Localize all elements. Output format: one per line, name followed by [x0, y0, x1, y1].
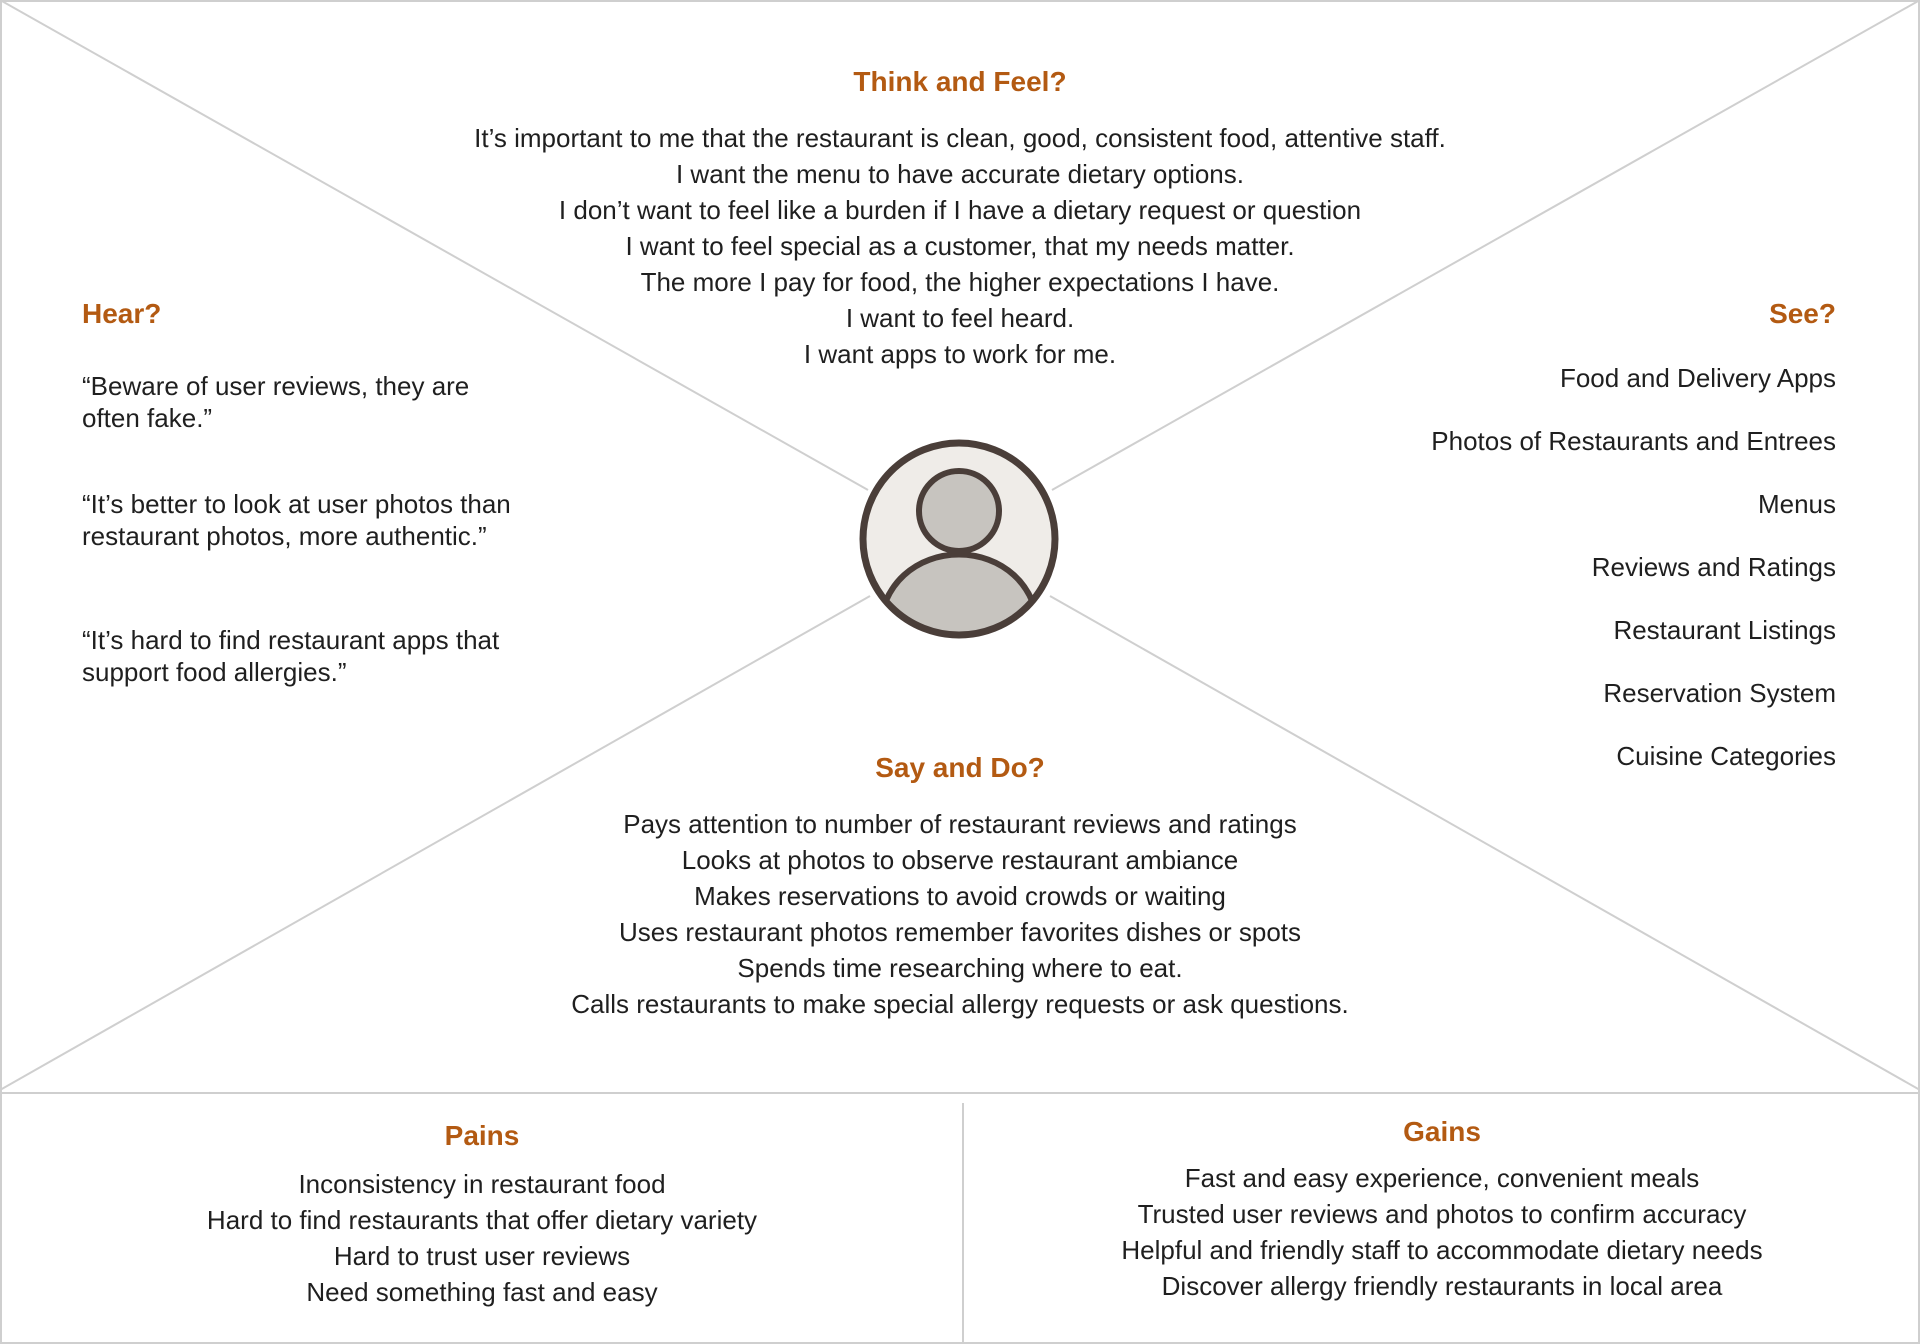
- gains-heading: Gains: [1403, 1116, 1481, 1147]
- gains-line: Trusted user reviews and photos to confirm accuracy: [1137, 1199, 1747, 1229]
- see-item: Photos of Restaurants and Entrees: [1431, 426, 1836, 456]
- think-line: The more I pay for food, the higher expectations I have.: [640, 267, 1280, 297]
- think-line: I want apps to work for me.: [803, 339, 1117, 369]
- hear-quote: “Beware of user reviews, they are often fake.”: [82, 371, 470, 433]
- say-line: Uses restaurant photos remember favorites dishes or spots: [618, 917, 1302, 947]
- say-line: Pays attention to number of restaurant reviews and ratings: [623, 809, 1297, 839]
- gains-line: Fast and easy experience, convenient meals: [1184, 1163, 1700, 1193]
- think-line: I want to feel heard.: [845, 303, 1075, 333]
- gains-section: [964, 1114, 1920, 1304]
- think-line: I don’t want to feel like a burden if I have a dietary request or question: [558, 195, 1362, 225]
- pains-line: Inconsistency in restaurant food: [298, 1169, 666, 1199]
- gains-line: Discover allergy friendly restaurants in local area: [1161, 1271, 1723, 1301]
- see-item: Food and Delivery Apps: [1559, 363, 1836, 393]
- think-line: I want to feel special as a customer, that my needs matter.: [625, 231, 1295, 261]
- see-item: Reviews and Ratings: [1591, 552, 1836, 582]
- say-line: Looks at photos to observe restaurant ambiance: [681, 845, 1239, 875]
- hear-section: [82, 296, 522, 742]
- hear-heading: Hear?: [82, 298, 162, 329]
- say-line: Makes reservations to avoid crowds or waiting: [694, 881, 1226, 911]
- gains-line: Helpful and friendly staff to accommodate dietary needs: [1121, 1235, 1763, 1265]
- say-and-do-section: [460, 750, 1460, 1022]
- say-line: Spends time researching where to eat.: [737, 953, 1183, 983]
- hear-quote: “It’s hard to find restaurant apps that support food allergies.”: [82, 625, 500, 687]
- think-and-feel-heading: Think and Feel?: [853, 66, 1067, 97]
- say-and-do-heading: Say and Do?: [875, 752, 1045, 783]
- think-and-feel-section: [360, 64, 1560, 372]
- user-avatar-icon: [857, 437, 1061, 641]
- see-item: Reservation System: [1603, 678, 1836, 708]
- think-line: I want the menu to have accurate dietary options.: [675, 159, 1244, 189]
- say-line: Calls restaurants to make special allergy requests or ask questions.: [571, 989, 1349, 1019]
- think-line: It’s important to me that the restaurant is clean, good, consistent food, attentive staff.: [474, 123, 1446, 153]
- see-item: Cuisine Categories: [1616, 741, 1836, 771]
- see-section: [1396, 296, 1836, 803]
- pains-line: Need something fast and easy: [306, 1277, 658, 1307]
- see-item: Menus: [1757, 489, 1836, 519]
- hear-quote: “It’s better to look at user photos than restaurant photos, more authentic.”: [82, 489, 511, 551]
- pains-line: Hard to find restaurants that offer dietary variety: [206, 1205, 758, 1235]
- see-heading: See?: [1769, 298, 1836, 329]
- pains-heading: Pains: [444, 1120, 520, 1151]
- see-item: Restaurant Listings: [1613, 615, 1836, 645]
- pains-line: Hard to trust user reviews: [333, 1241, 631, 1271]
- pains-section: [0, 1118, 964, 1310]
